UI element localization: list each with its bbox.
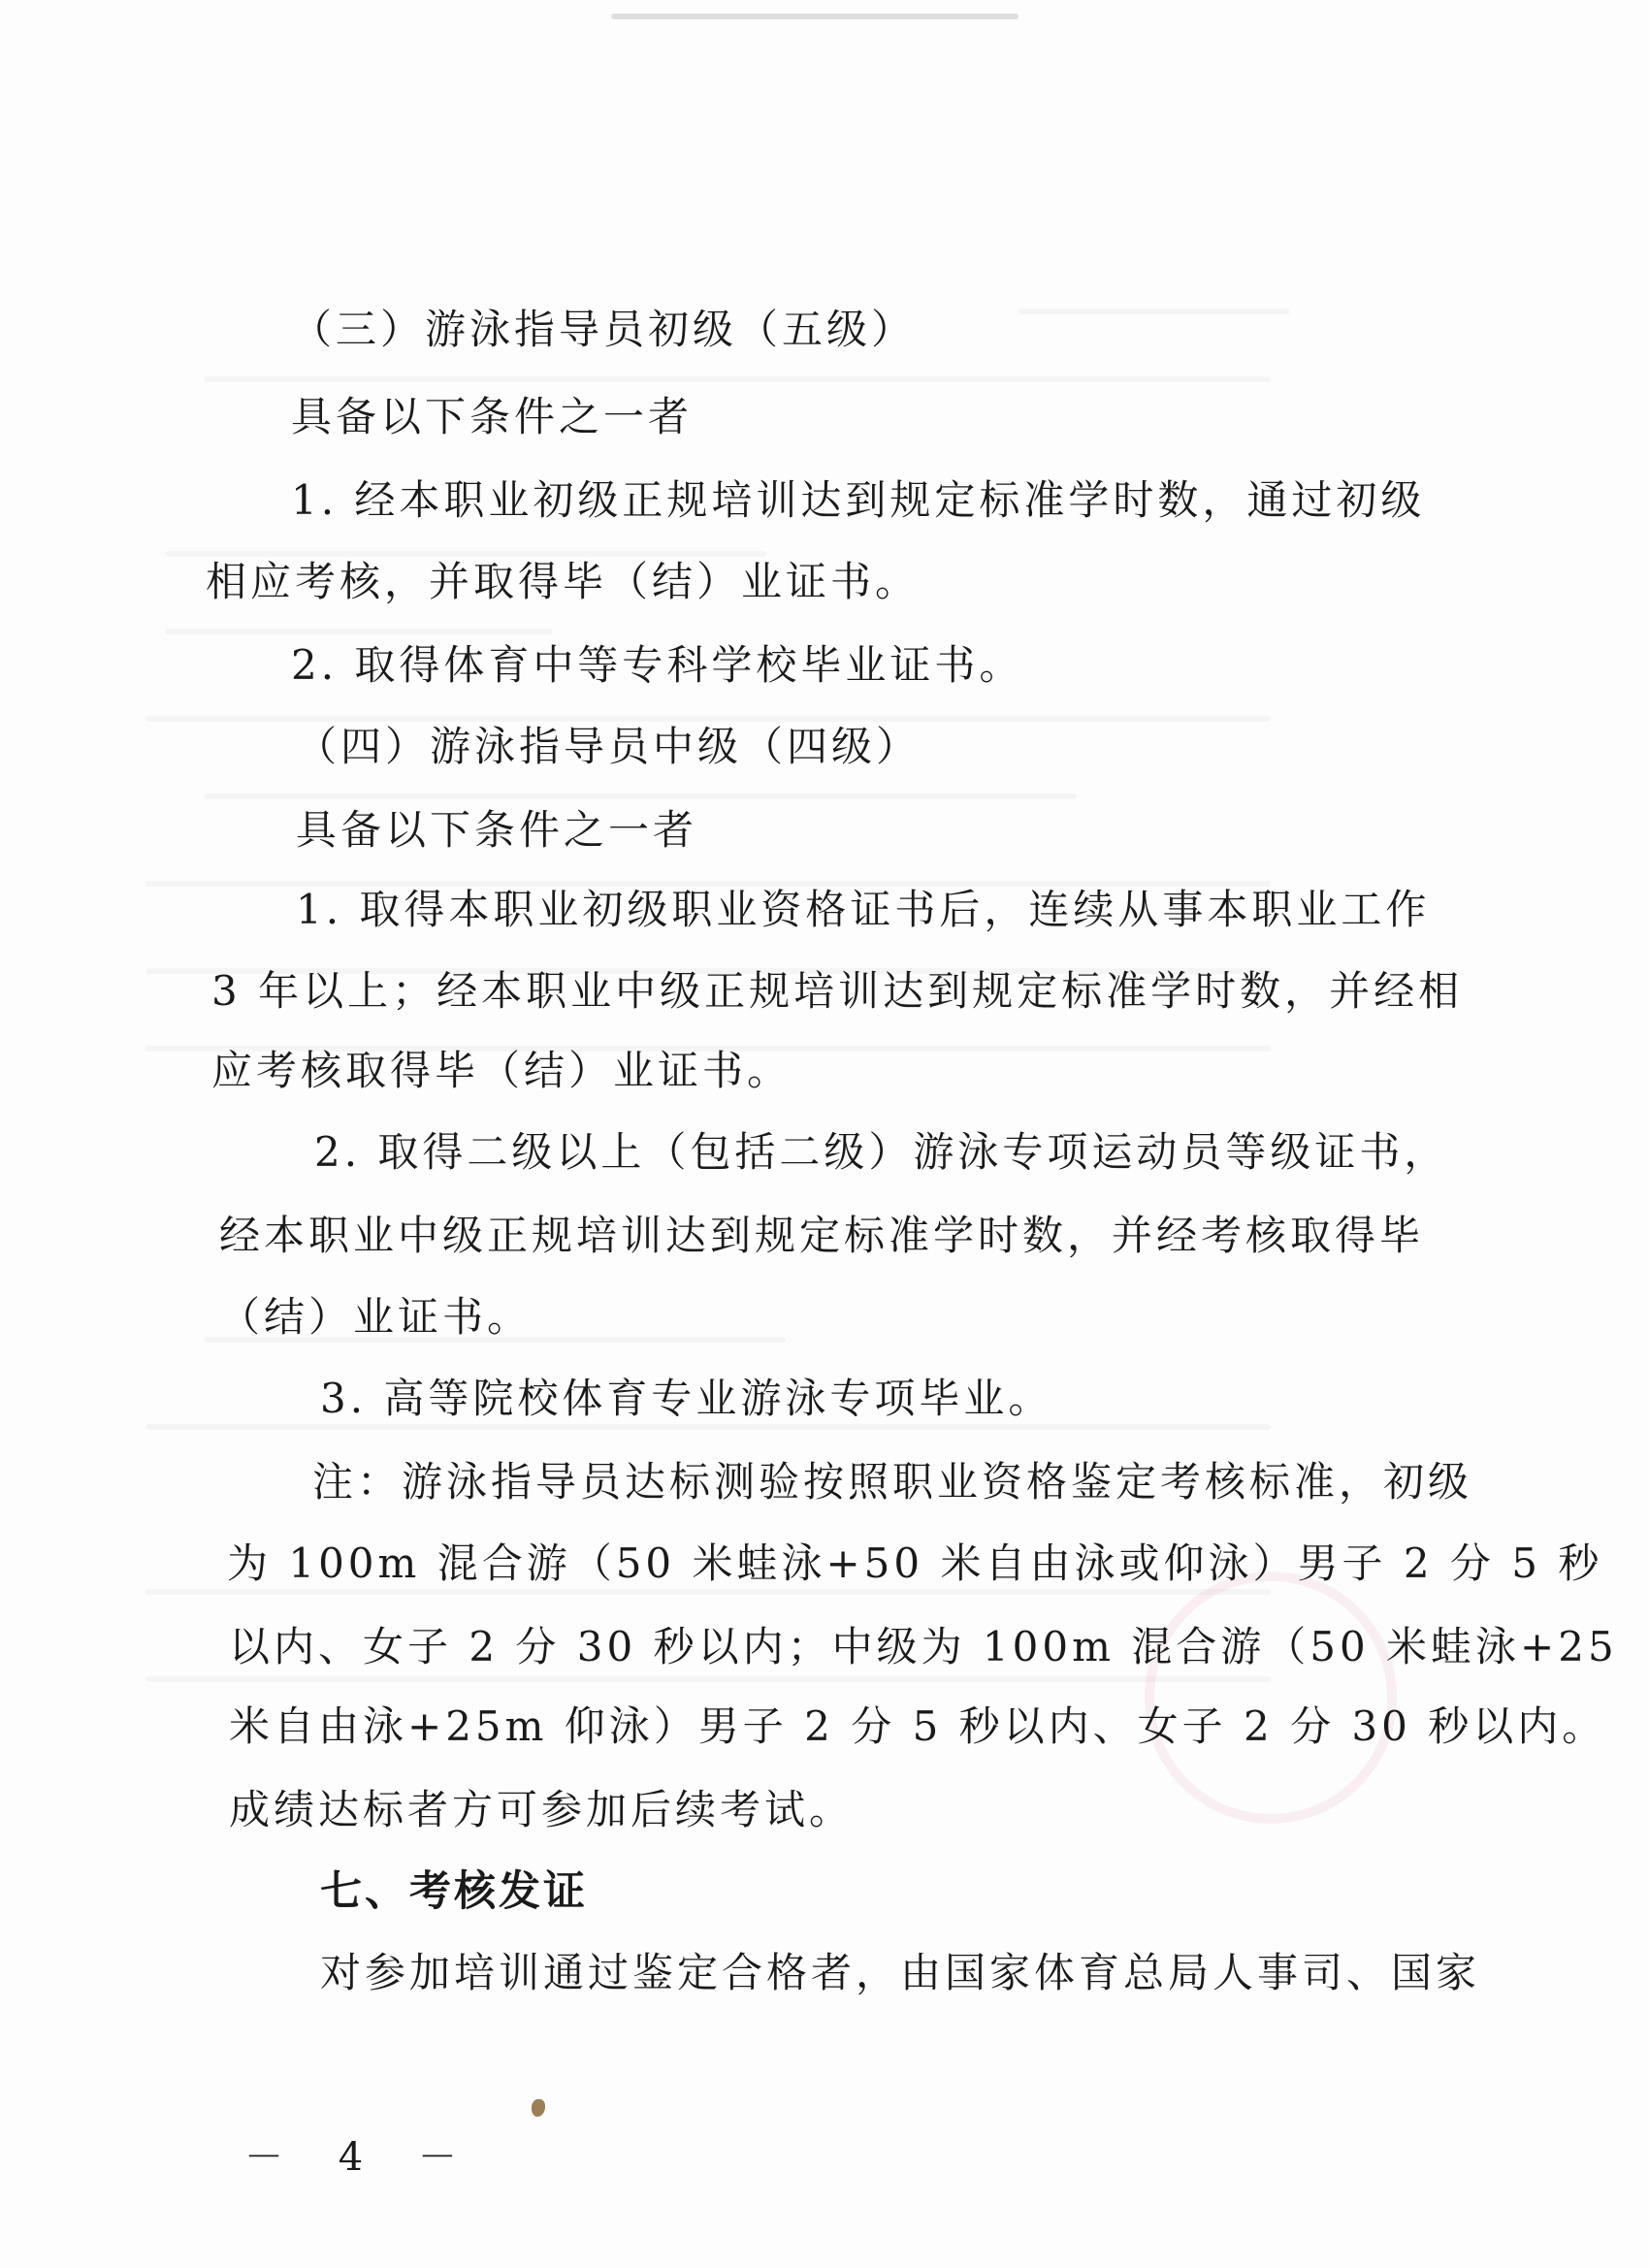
- condition-intro: 具备以下条件之一者: [291, 393, 694, 440]
- note-paragraph-continued: 米自由泳+25m 仰泳）男子 2 分 5 秒以内、女子 2 分 30 秒以内。: [229, 1702, 1607, 1750]
- section-heading-assessment-certification: 七、考核发证: [320, 1867, 588, 1916]
- section-heading-beginner-level: （三）游泳指导员初级（五级）: [291, 306, 917, 353]
- page-number: － 4 －: [244, 2135, 478, 2180]
- note-paragraph-continued: 以内、女子 2 分 30 秒以内；中级为 100m 混合游（50 米蛙泳+25: [229, 1623, 1618, 1670]
- note-paragraph-continued: 成绩达标者方可参加后续考试。: [229, 1786, 855, 1833]
- body-paragraph: 对参加培训通过鉴定合格者，由国家体育总局人事司、国家: [320, 1949, 1481, 1996]
- scan-speck: [532, 2099, 545, 2117]
- condition-item: 2. 取得二级以上（包括二级）游泳专项运动员等级证书，: [314, 1128, 1449, 1176]
- condition-item-continued: 应考核取得毕（结）业证书。: [211, 1047, 792, 1094]
- section-heading-intermediate-level: （四）游泳指导员中级（四级）: [296, 723, 922, 770]
- condition-item: 1. 取得本职业初级职业资格证书后，连续从事本职业工作: [296, 886, 1431, 933]
- condition-item-continued: 经本职业中级正规培训达到规定标准学时数，并经考核取得毕: [219, 1212, 1425, 1259]
- seal-ghost: [1145, 1571, 1397, 1824]
- scan-artifact: [611, 14, 1018, 19]
- condition-item: 1. 经本职业初级正规培训达到规定标准学时数，通过初级: [291, 476, 1426, 524]
- condition-item: 2. 取得体育中等专科学校毕业证书。: [291, 641, 1024, 689]
- condition-item-continued: 相应考核，并取得毕（结）业证书。: [206, 558, 921, 605]
- note-paragraph-continued: 为 100m 混合游（50 米蛙泳+50 米自由泳或仰泳）男子 2 分 5 秒: [227, 1539, 1603, 1587]
- condition-item-continued: （结）业证书。: [219, 1293, 533, 1341]
- condition-item: 3. 高等院校体育专业游泳专项毕业。: [320, 1375, 1053, 1422]
- condition-intro: 具备以下条件之一者: [296, 806, 698, 854]
- note-paragraph: 注：游泳指导员达标测验按照职业资格鉴定考核标准，初级: [312, 1458, 1473, 1506]
- condition-item-continued: 3 年以上；经本职业中级正规培训达到规定标准学时数，并经相: [211, 967, 1464, 1015]
